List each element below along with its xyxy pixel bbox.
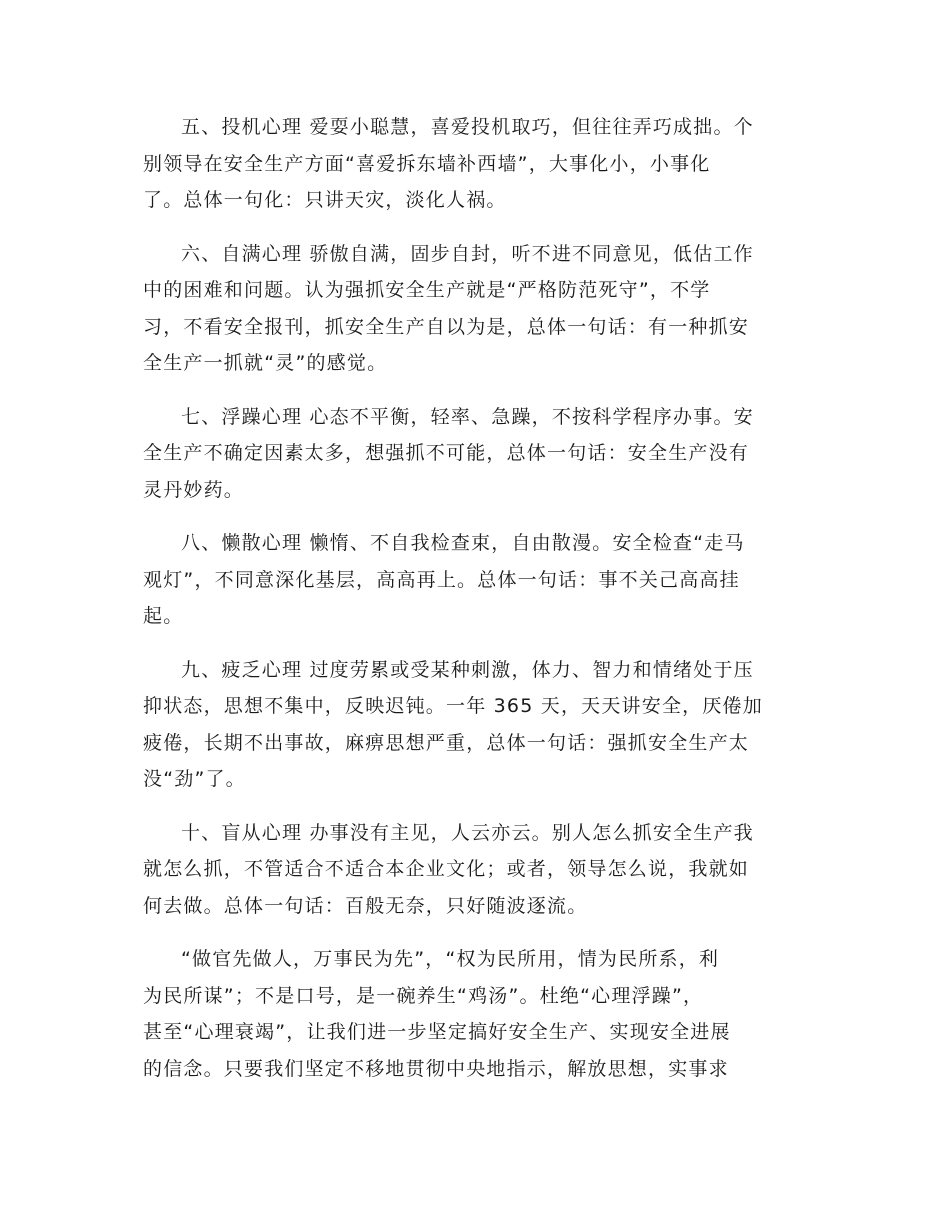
paragraph-laziness: [143, 525, 807, 635]
paragraph-line: 甚至“心理衰竭”，让我们进一步坚定搞好安全生产、实现安全进展: [143, 1021, 731, 1043]
paragraph-line: 全生产一抓就“灵”的感觉。: [143, 352, 388, 374]
paragraph-line: 中的困难和问题。认为强抓安全生产就是“严格防范死守”，不学: [143, 279, 711, 301]
paragraph-conclusion: [143, 941, 807, 1087]
paragraph-line: “做官先做人，万事民为先”，“权为民所用，情为民所系，利: [181, 948, 720, 970]
paragraph-line: 灵丹妙药。: [143, 478, 245, 501]
paragraph-speculation: [143, 109, 807, 219]
paragraph-line: 九、疲乏心理 过度劳累或受某种刺激，体力、智力和情绪处于压: [181, 658, 754, 681]
paragraph-line: 全生产不确定因素太多，想强抓不可能，总体一句话：安全生产没有: [143, 442, 750, 464]
paragraph-gap: [143, 798, 807, 815]
paragraph-gap: [143, 382, 807, 399]
paragraph-line: 了。总体一句化：只讲天灾，淡化人祸。: [143, 189, 507, 211]
paragraph-gap: [143, 219, 807, 236]
paragraph-fatigue: [143, 652, 807, 798]
paragraph-blind-following: [143, 815, 807, 925]
paragraph-gap: [143, 508, 807, 525]
paragraph-line: 别领导在安全生产方面“喜爱拆东墙补西墙”，大事化小，小事化: [143, 152, 711, 175]
paragraph-line: 抑状态，思想不集中，反映迟钝。一年 365 天，天天讲安全，厌倦加: [143, 695, 763, 717]
paragraph-line: 就怎么抓，不管适合不适合本企业文化；或者，领导怎么说，我就如: [143, 858, 750, 880]
paragraph-line: 六、自满心理 骄傲自满，固步自封，听不进不同意见，低估工作: [181, 242, 754, 265]
document-body: [143, 109, 807, 1087]
paragraph-line: 的信念。只要我们坚定不移地贯彻中央地指示，解放思想，实事求: [143, 1057, 729, 1080]
paragraph-line: 起。: [143, 605, 184, 627]
paragraph-line: 为民所谋”；不是口号，是一碗养生“鸡汤”。杜绝“心理浮躁”，: [143, 984, 704, 1007]
paragraph-impetuousness: [143, 399, 807, 509]
paragraph-complacency: [143, 236, 807, 382]
paragraph-gap: [143, 635, 807, 652]
paragraph-line: 八、懒散心理 懒惰、不自我检查束，自由散漫。安全检查“走马: [181, 532, 745, 554]
paragraph-line: 五、投机心理 爱耍小聪慧，喜爱投机取巧，但往往弄巧成拙。个: [181, 116, 754, 138]
paragraph-gap: [143, 924, 807, 941]
paragraph-line: 七、浮躁心理 心态不平衡，轻率、急躁，不按科学程序办事。安: [181, 405, 754, 428]
paragraph-line: 没“劲”了。: [143, 768, 246, 790]
paragraph-line: 习，不看安全报刊，抓安全生产自以为是，总体一句话：有一种抓安: [143, 315, 750, 338]
paragraph-line: 十、盲从心理 办事没有主见，人云亦云。别人怎么抓安全生产我: [181, 821, 754, 844]
paragraph-line: 疲倦，长期不出事故，麻痹思想严重，总体一句话：强抓安全生产太: [143, 731, 750, 754]
paragraph-line: 观灯”，不同意深化基层，高高再上。总体一句话：事不关己高高挂: [143, 568, 740, 591]
paragraph-line: 何去做。总体一句话：百般无奈，只好随波逐流。: [143, 894, 588, 917]
